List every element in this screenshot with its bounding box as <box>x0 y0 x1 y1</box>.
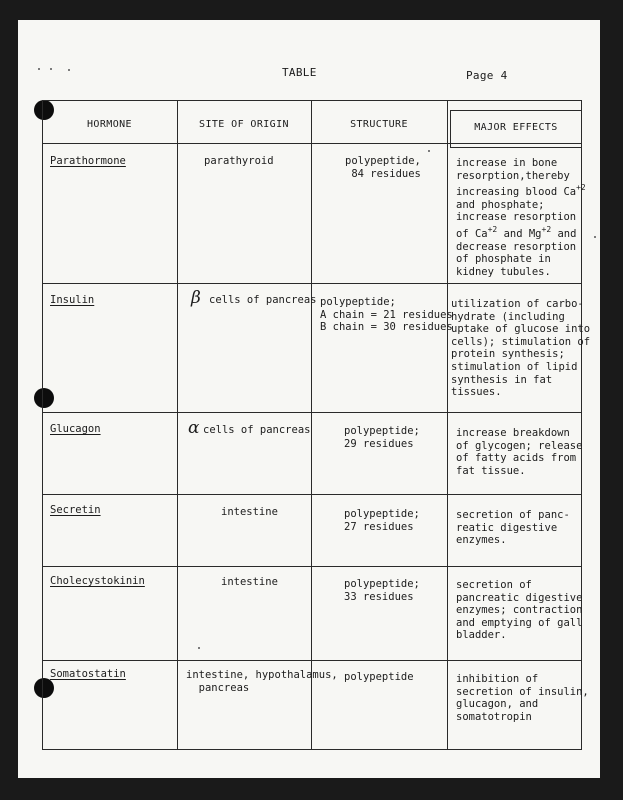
hormone-name: Insulin <box>50 294 95 306</box>
row-divider-2 <box>42 412 582 413</box>
site-of-origin: cells of pancreas <box>209 294 317 306</box>
column-header-origin: SITE OF ORIGIN <box>199 119 289 130</box>
structure: polypeptide; 27 residues <box>344 508 420 533</box>
hormone-name: Parathormone <box>50 155 126 167</box>
site-of-origin: intestine, hypothalamus, pancreas <box>186 669 338 694</box>
hormone-name: Glucagon <box>50 423 101 435</box>
structure: polypeptide; 29 residues <box>344 425 420 450</box>
major-effects: inhibition of secretion of insulin, glucagon, and somatotropin <box>456 673 589 723</box>
major-effects: secretion of panc- reatic digestive enzymes. <box>456 509 570 547</box>
major-effects: increase in bone resorption,thereby increasing blood $Ca^{+2}$ and phosphate; increase resorption of $Ca^{+2}$ and $Mg^{+2}$ and decrease resorption of phosphate in kidney tubules. <box>456 157 586 278</box>
table-title: TABLE <box>282 66 317 79</box>
row-divider-4 <box>42 566 582 567</box>
row-divider-3 <box>42 494 582 495</box>
site-of-origin: parathyroid <box>204 155 274 167</box>
column-header-effects: MAJOR EFFECTS <box>474 122 558 133</box>
row-divider-1 <box>42 283 582 284</box>
column-header-structure: STRUCTURE <box>350 119 408 130</box>
major-effects: increase breakdown of glycogen; release of fatty acids from fat tissue. <box>456 427 583 477</box>
row-divider-5 <box>42 660 582 661</box>
structure: polypeptide; 33 residues <box>344 578 420 603</box>
structure: polypeptide <box>344 671 414 683</box>
alpha-symbol: α <box>188 418 200 438</box>
column-divider-3 <box>447 100 448 750</box>
major-effects: utilization of carbo- hydrate (including uptake of glucose into cells); stimulation of protein synthesis; stimulation of lipid synthesis in fat tissues. <box>451 298 591 399</box>
hormone-name: Secretin <box>50 504 101 516</box>
site-of-origin: intestine <box>221 506 278 518</box>
site-of-origin: cells of pancreas <box>203 424 311 436</box>
hormone-name: Somatostatin <box>50 668 126 680</box>
column-divider-2 <box>311 100 312 750</box>
site-of-origin: intestine <box>221 576 278 588</box>
beta-symbol: β <box>191 288 201 308</box>
hormone-name: Cholecystokinin <box>50 575 145 587</box>
column-divider-1 <box>177 100 178 750</box>
column-header-hormone: HORMONE <box>87 119 132 130</box>
page-number: Page 4 <box>466 69 508 82</box>
major-effects: secretion of pancreatic digestive enzymes; contraction and emptying of gall bladder. <box>456 579 583 642</box>
structure: polypeptide; A chain = 21 residues B chain = 30 residues <box>320 296 453 334</box>
structure: polypeptide, 84 residues <box>345 155 421 180</box>
